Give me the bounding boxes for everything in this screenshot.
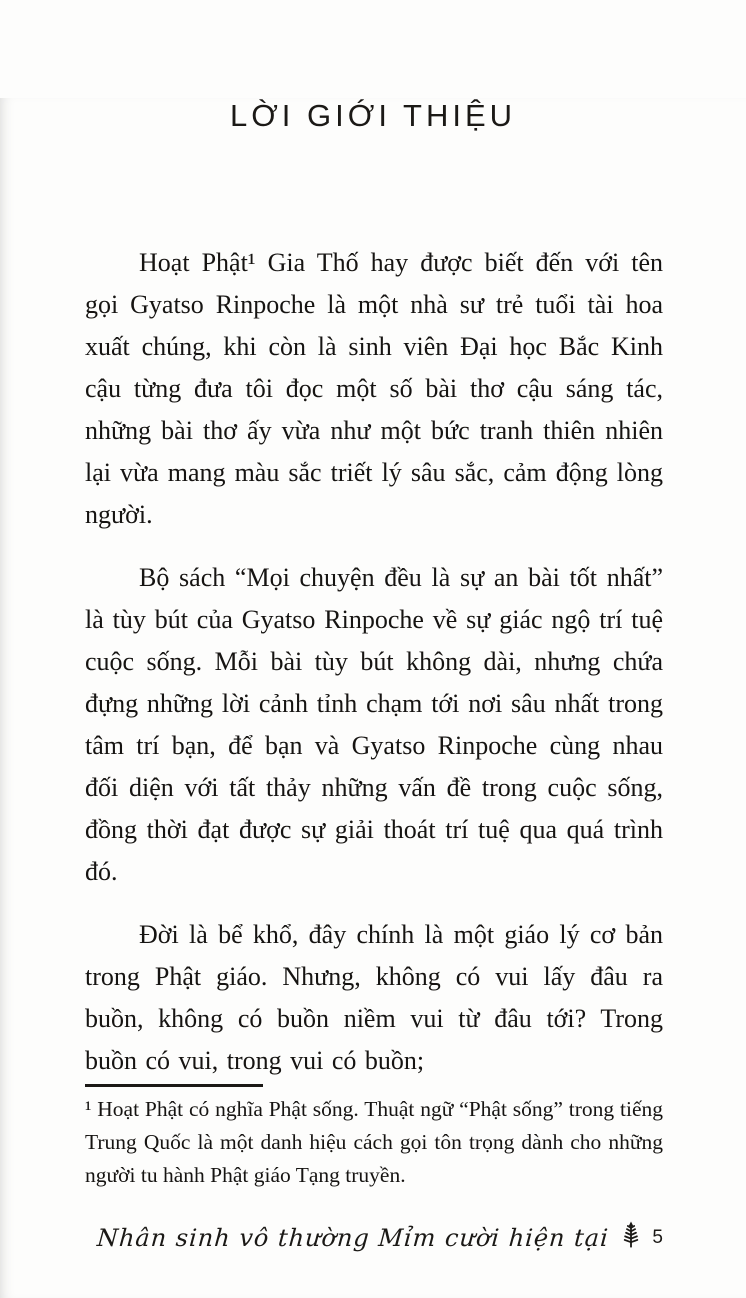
chapter-title: LỜI GIỚI THIỆU — [229, 98, 517, 133]
body-paragraph: Hoạt Phật¹ Gia Thố hay được biết đến với tên gọi Gyatso Rinpoche là một nhà sư trẻ tuổi tài hoa xuất chúng, khi còn là sinh viên Đại học Bắc Kinh cậu từng đưa tôi đọc một số bài thơ cậu sáng tác, những bài thơ ấy vừa như một bức tranh thiên nhiên lại vừa mang màu sắc triết lý sâu sắc, cảm động lòng người. — [85, 248, 663, 529]
page-number: 5 — [652, 1226, 663, 1248]
book-page — [0, 98, 746, 1298]
running-title: Nhân sinh vô thường Mỉm cười hiện tại — [95, 1223, 610, 1252]
pine-tree-icon — [622, 1221, 640, 1254]
footnote-separator — [85, 1084, 263, 1087]
body-paragraph: Bộ sách “Mọi chuyện đều là sự an bài tốt nhất” là tùy bút của Gyatso Rinpoche về sự giác ngộ trí tuệ cuộc sống. Mỗi bài tùy bút không dài, nhưng chứa đựng những lời cảnh tỉnh chạm tới nơi sâu nhất trong tâm trí bạn, để bạn và Gyatso Rinpoche cùng nhau đối diện với tất thảy những vấn đề trong cuộc sống, đồng thời đạt được sự giải thoát trí tuệ qua quá trình đó. — [85, 563, 663, 886]
page-footer — [97, 1221, 663, 1254]
body-text — [85, 242, 663, 1082]
footnote-text: ¹ Hoạt Phật có nghĩa Phật sống. Thuật ngữ “Phật sống” trong tiếng Trung Quốc là một danh hiệu cách gọi tôn trọng dành cho những người tu hành Phật giáo Tạng truyền. — [85, 1097, 663, 1187]
body-paragraph: Đời là bể khổ, đây chính là một giáo lý cơ bản trong Phật giáo. Nhưng, không có vui lấy đâu ra buồn, không có buồn niềm vui từ đâu tới? Trong buồn có vui, trong vui có buồn; — [85, 920, 663, 1075]
